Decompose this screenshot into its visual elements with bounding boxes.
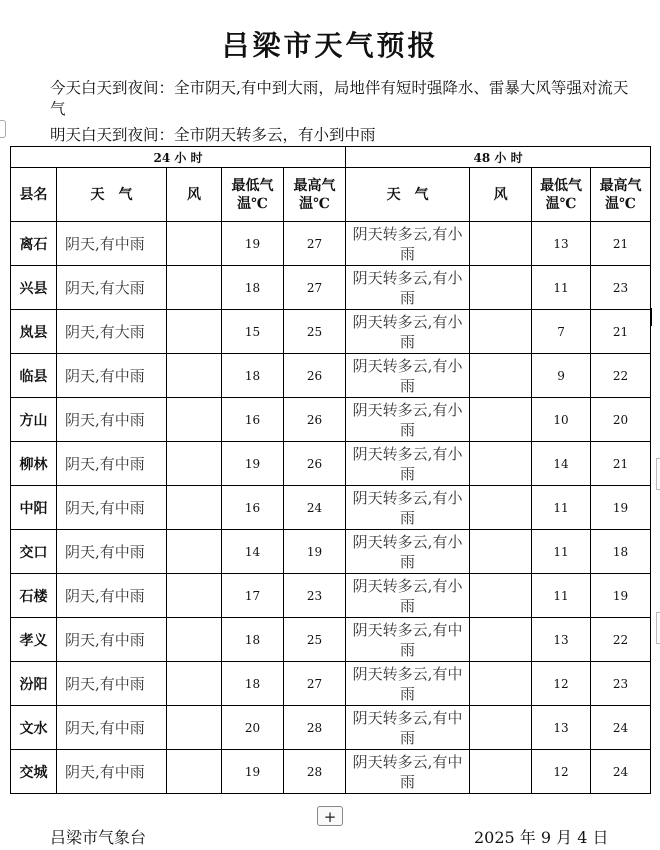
max-temp-24h-cell: 26 (284, 398, 346, 442)
text-cursor (651, 308, 652, 326)
forecast-today: 今天白天到夜间：全市阴天,有中到大雨，局地伴有短时强降水、雷暴大风等强对流天气 (50, 79, 629, 118)
right-margin-handle[interactable] (656, 458, 660, 490)
min-temp-24h-cell: 19 (222, 442, 284, 486)
min-temp-24h-cell: 18 (222, 618, 284, 662)
county-cell: 离石 (11, 222, 57, 266)
weather-48h-cell: 阴天转多云,有小雨 (346, 442, 470, 486)
wind-48h-cell (470, 618, 532, 662)
table-row (11, 266, 651, 310)
weather-24h-cell: 阴天,有中雨 (57, 398, 167, 442)
max-temp-24h-cell: 25 (284, 618, 346, 662)
max-temp-24h-cell: 26 (284, 354, 346, 398)
wind-24h-cell (167, 354, 222, 398)
wind-24h-cell (167, 574, 222, 618)
max-temp-24h-cell: 27 (284, 662, 346, 706)
weather-24h-cell: 阴天,有中雨 (57, 750, 167, 794)
header-max-temp-24h: 最高气温℃ (284, 168, 346, 222)
weather-48h-cell: 阴天转多云,有小雨 (346, 574, 470, 618)
header-weather-48h: 天 气 (346, 168, 470, 222)
weather-24h-cell: 阴天,有中雨 (57, 442, 167, 486)
header-county: 县名 (11, 168, 57, 222)
weather-24h-cell: 阴天,有中雨 (57, 486, 167, 530)
weather-24h-cell: 阴天,有大雨 (57, 266, 167, 310)
max-temp-24h-cell: 24 (284, 486, 346, 530)
county-cell: 临县 (11, 354, 57, 398)
weather-24h-cell: 阴天,有中雨 (57, 530, 167, 574)
max-temp-48h-cell: 24 (591, 750, 651, 794)
max-temp-48h-cell: 23 (591, 266, 651, 310)
weather-48h-cell: 阴天转多云,有小雨 (346, 222, 470, 266)
page-title: 吕梁市天气预报 (221, 29, 439, 62)
max-temp-24h-cell: 23 (284, 574, 346, 618)
wind-24h-cell (167, 706, 222, 750)
weather-table (10, 146, 651, 794)
weather-24h-cell: 阴天,有中雨 (57, 354, 167, 398)
weather-24h-cell: 阴天,有大雨 (57, 310, 167, 354)
column-header-row (11, 168, 651, 222)
max-temp-24h-cell: 19 (284, 530, 346, 574)
min-temp-48h-cell: 9 (532, 354, 591, 398)
header-wind-48h: 风 (470, 168, 532, 222)
wind-24h-cell (167, 530, 222, 574)
wind-24h-cell (167, 618, 222, 662)
table-row (11, 574, 651, 618)
county-cell: 汾阳 (11, 662, 57, 706)
table-row (11, 530, 651, 574)
wind-48h-cell (470, 222, 532, 266)
min-temp-24h-cell: 19 (222, 750, 284, 794)
max-temp-24h-cell: 25 (284, 310, 346, 354)
weather-24h-cell: 阴天,有中雨 (57, 706, 167, 750)
county-cell: 中阳 (11, 486, 57, 530)
table-row (11, 222, 651, 266)
min-temp-48h-cell: 11 (532, 574, 591, 618)
table-row (11, 618, 651, 662)
wind-48h-cell (470, 486, 532, 530)
min-temp-48h-cell: 14 (532, 442, 591, 486)
wind-24h-cell (167, 486, 222, 530)
max-temp-48h-cell: 20 (591, 398, 651, 442)
header-weather-24h: 天 气 (57, 168, 167, 222)
header-min-temp-48h: 最低气温℃ (532, 168, 591, 222)
weather-48h-cell: 阴天转多云,有小雨 (346, 530, 470, 574)
wind-48h-cell (470, 706, 532, 750)
max-temp-24h-cell: 27 (284, 266, 346, 310)
table-row (11, 662, 651, 706)
max-temp-48h-cell: 22 (591, 354, 651, 398)
min-temp-48h-cell: 11 (532, 486, 591, 530)
header-min-temp-24h: 最低气温℃ (222, 168, 284, 222)
table-row (11, 354, 651, 398)
table-row (11, 398, 651, 442)
min-temp-48h-cell: 7 (532, 310, 591, 354)
min-temp-24h-cell: 15 (222, 310, 284, 354)
min-temp-24h-cell: 19 (222, 222, 284, 266)
max-temp-24h-cell: 28 (284, 706, 346, 750)
left-margin-handle[interactable] (0, 120, 6, 138)
table-row (11, 706, 651, 750)
wind-48h-cell (470, 398, 532, 442)
weather-48h-cell: 阴天转多云,有中雨 (346, 662, 470, 706)
min-temp-24h-cell: 16 (222, 486, 284, 530)
weather-24h-cell: 阴天,有中雨 (57, 662, 167, 706)
group-header-row (11, 147, 651, 168)
max-temp-48h-cell: 21 (591, 222, 651, 266)
table-row (11, 442, 651, 486)
min-temp-48h-cell: 11 (532, 530, 591, 574)
weather-48h-cell: 阴天转多云,有中雨 (346, 706, 470, 750)
wind-48h-cell (470, 530, 532, 574)
table-row (11, 750, 651, 794)
wind-24h-cell (167, 750, 222, 794)
county-cell: 石楼 (11, 574, 57, 618)
wind-48h-cell (470, 574, 532, 618)
wind-48h-cell (470, 442, 532, 486)
footer-organization: 吕梁市气象台 (50, 828, 147, 847)
county-cell: 柳林 (11, 442, 57, 486)
weather-48h-cell: 阴天转多云,有小雨 (346, 266, 470, 310)
min-temp-48h-cell: 11 (532, 266, 591, 310)
min-temp-24h-cell: 18 (222, 354, 284, 398)
max-temp-48h-cell: 21 (591, 442, 651, 486)
min-temp-48h-cell: 13 (532, 618, 591, 662)
wind-24h-cell (167, 398, 222, 442)
min-temp-48h-cell: 10 (532, 398, 591, 442)
min-temp-48h-cell: 13 (532, 222, 591, 266)
county-cell: 交城 (11, 750, 57, 794)
min-temp-48h-cell: 12 (532, 750, 591, 794)
min-temp-24h-cell: 18 (222, 266, 284, 310)
forecast-tomorrow: 明天白天到夜间：全市阴天转多云，有小到中雨 (50, 126, 376, 144)
min-temp-48h-cell: 13 (532, 706, 591, 750)
max-temp-48h-cell: 22 (591, 618, 651, 662)
weather-48h-cell: 阴天转多云,有小雨 (346, 486, 470, 530)
group-24h: 24 小 时 (11, 147, 346, 168)
wind-48h-cell (470, 750, 532, 794)
max-temp-48h-cell: 21 (591, 310, 651, 354)
weather-48h-cell: 阴天转多云,有小雨 (346, 398, 470, 442)
weather-48h-cell: 阴天转多云,有小雨 (346, 354, 470, 398)
wind-24h-cell (167, 662, 222, 706)
max-temp-48h-cell: 23 (591, 662, 651, 706)
weather-48h-cell: 阴天转多云,有小雨 (346, 310, 470, 354)
max-temp-48h-cell: 19 (591, 574, 651, 618)
wind-24h-cell (167, 222, 222, 266)
min-temp-24h-cell: 18 (222, 662, 284, 706)
right-margin-handle[interactable] (656, 612, 660, 644)
county-cell: 岚县 (11, 310, 57, 354)
wind-48h-cell (470, 266, 532, 310)
max-temp-24h-cell: 28 (284, 750, 346, 794)
max-temp-48h-cell: 18 (591, 530, 651, 574)
min-temp-24h-cell: 20 (222, 706, 284, 750)
weather-24h-cell: 阴天,有中雨 (57, 222, 167, 266)
county-cell: 兴县 (11, 266, 57, 310)
add-row-button[interactable]: + (317, 806, 343, 826)
county-cell: 孝义 (11, 618, 57, 662)
wind-24h-cell (167, 442, 222, 486)
weather-48h-cell: 阴天转多云,有中雨 (346, 750, 470, 794)
wind-24h-cell (167, 310, 222, 354)
header-wind-24h: 风 (167, 168, 222, 222)
min-temp-24h-cell: 14 (222, 530, 284, 574)
group-48h: 48 小 时 (346, 147, 651, 168)
max-temp-24h-cell: 27 (284, 222, 346, 266)
weather-24h-cell: 阴天,有中雨 (57, 574, 167, 618)
header-max-temp-48h: 最高气温℃ (591, 168, 651, 222)
county-cell: 交口 (11, 530, 57, 574)
min-temp-24h-cell: 17 (222, 574, 284, 618)
county-cell: 文水 (11, 706, 57, 750)
max-temp-48h-cell: 24 (591, 706, 651, 750)
weather-48h-cell: 阴天转多云,有中雨 (346, 618, 470, 662)
wind-48h-cell (470, 310, 532, 354)
max-temp-24h-cell: 26 (284, 442, 346, 486)
footer-date: 2025 年 9 月 4 日 (474, 828, 609, 847)
max-temp-48h-cell: 19 (591, 486, 651, 530)
weather-24h-cell: 阴天,有中雨 (57, 618, 167, 662)
min-temp-48h-cell: 12 (532, 662, 591, 706)
wind-24h-cell (167, 266, 222, 310)
table-row (11, 310, 651, 354)
wind-48h-cell (470, 662, 532, 706)
wind-48h-cell (470, 354, 532, 398)
min-temp-24h-cell: 16 (222, 398, 284, 442)
county-cell: 方山 (11, 398, 57, 442)
table-row (11, 486, 651, 530)
